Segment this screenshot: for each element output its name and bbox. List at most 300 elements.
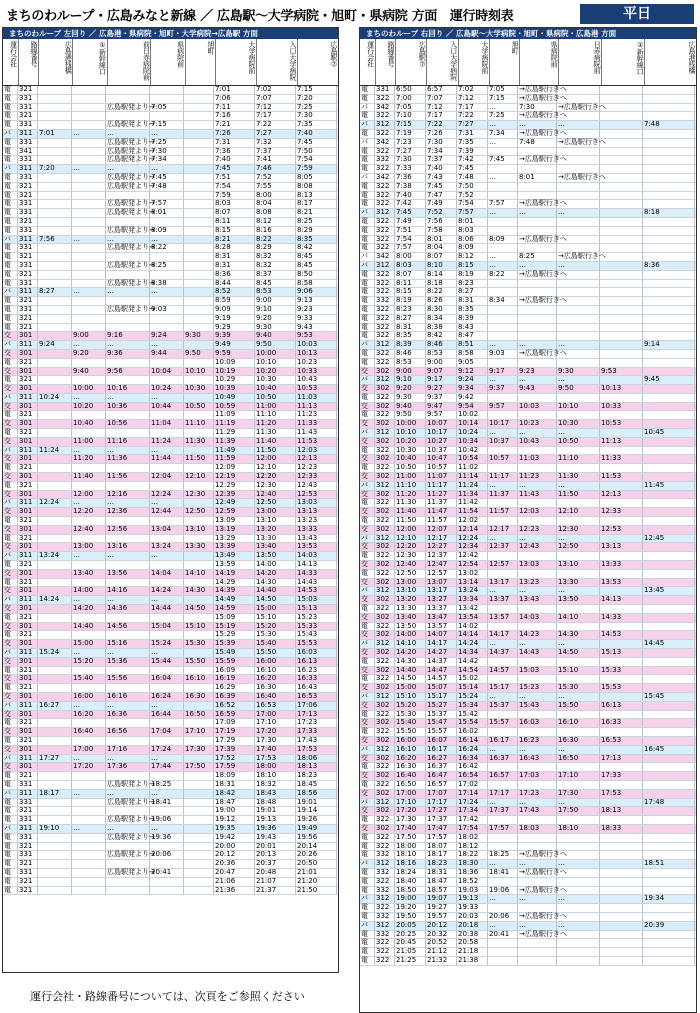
timetable-cell: 15:23 — [296, 614, 337, 622]
timetable-cell — [643, 394, 695, 402]
timetable-cell: 交 — [360, 473, 375, 481]
timetable-cell: … — [557, 121, 600, 129]
timetable-cell: 電 — [3, 535, 18, 543]
timetable-cell: 電 — [360, 288, 375, 296]
timetable-row — [3, 315, 338, 324]
timetable-cell: 7:33 — [395, 165, 426, 173]
timetable-cell: 311 — [18, 341, 38, 349]
timetable-cell — [38, 543, 72, 551]
timetable-cell: 11:07 — [426, 473, 457, 481]
timetable-cell: 交 — [360, 561, 375, 569]
timetable-cell: 10:50 — [395, 464, 426, 472]
timetable-cell: 10:43 — [296, 376, 337, 384]
timetable-cell: 14:57 — [488, 667, 518, 675]
timetable-cell — [488, 781, 518, 789]
timetable-cell: 10:42 — [457, 447, 488, 455]
timetable-cell: 302 — [375, 702, 395, 710]
timetable-cell — [72, 227, 106, 235]
timetable-cell — [184, 174, 214, 182]
timetable-cell: 18:24 — [395, 869, 426, 877]
timetable-cell: … — [106, 288, 150, 296]
timetable-cell: 7:52 — [255, 174, 296, 182]
timetable-cell: 322 — [375, 939, 395, 947]
timetable-cell: 301 — [18, 420, 38, 428]
timetable-cell: 7:37 — [255, 148, 296, 156]
timetable-cell: 10:40 — [72, 420, 106, 428]
timetable-cell: 12:40 — [72, 526, 106, 534]
timetable-cell: 322 — [375, 271, 395, 279]
timetable-cell: 10:37 — [426, 447, 457, 455]
timetable-cell: 13:20 — [255, 526, 296, 534]
timetable-cell — [557, 359, 600, 367]
timetable-cell: 18:03 — [518, 825, 557, 833]
timetable-cell: 交 — [360, 719, 375, 727]
timetable-cell: 322 — [375, 315, 395, 323]
timetable-cell: 322 — [375, 112, 395, 120]
timetable-cell: 9:50 — [557, 385, 600, 393]
timetable-cell: 交 — [360, 526, 375, 534]
timetable-cell — [184, 887, 214, 895]
timetable-cell: 電 — [3, 192, 18, 200]
timetable-cell: 15:30 — [395, 711, 426, 719]
timetable-cell: 301 — [18, 711, 38, 719]
timetable-cell: 広島駅発より→ — [107, 137, 155, 146]
timetable-cell: 15:16 — [106, 640, 150, 648]
timetable-cell: 電 — [360, 843, 375, 851]
timetable-cell: 331 — [18, 244, 38, 252]
timetable-cell: 13:10 — [395, 587, 426, 595]
timetable-cell: 312 — [375, 895, 395, 903]
timetable-cell: 電 — [3, 86, 18, 94]
timetable-cell: 8:44 — [214, 280, 255, 288]
timetable-cell: 16:54 — [457, 772, 488, 780]
timetable-cell — [488, 288, 518, 296]
timetable-cell: 17:13 — [296, 711, 337, 719]
timetable-cell: 302 — [375, 631, 395, 639]
timetable-cell: 21:07 — [255, 878, 296, 886]
timetable-cell: 302 — [375, 596, 395, 604]
timetable-cell: →広島駅行きへ — [558, 102, 606, 111]
timetable-cell: … — [557, 341, 600, 349]
timetable-cell — [518, 711, 557, 719]
timetable-cell: 12:09 — [214, 464, 255, 472]
timetable-cell: 14:33 — [600, 614, 643, 622]
timetable-cell — [150, 271, 184, 279]
timetable-cell — [643, 332, 695, 340]
timetable-cell: 9:30 — [255, 324, 296, 332]
timetable-cell: 電 — [360, 218, 375, 226]
timetable-cell: 広島駅発より→ — [107, 120, 155, 129]
timetable-cell: 17:17 — [488, 790, 518, 798]
timetable-cell — [643, 306, 695, 314]
timetable-cell: 8:18 — [643, 209, 695, 217]
timetable-cell — [600, 517, 643, 525]
timetable-cell — [72, 112, 106, 120]
timetable-cell: 9:10 — [255, 306, 296, 314]
timetable-cell: 20:48 — [255, 869, 296, 877]
timetable-cell — [518, 280, 557, 288]
timetable-cell — [557, 939, 600, 947]
timetable-cell — [600, 359, 643, 367]
timetable-cell: 13:17 — [426, 587, 457, 595]
timetable-cell — [643, 684, 695, 692]
timetable-cell: 電 — [360, 227, 375, 235]
timetable-cell: 16:13 — [296, 658, 337, 666]
timetable-cell — [106, 429, 150, 437]
timetable-cell — [72, 517, 106, 525]
timetable-row — [3, 244, 338, 253]
timetable-cell: 322 — [375, 763, 395, 771]
timetable-cell: 14:56 — [106, 623, 150, 631]
timetable-cell: 321 — [18, 297, 38, 305]
timetable-cell — [643, 403, 695, 411]
timetable-cell: 17:24 — [457, 799, 488, 807]
timetable-cell: 19:20 — [395, 904, 426, 912]
timetable-cell: 17:39 — [214, 746, 255, 754]
timetable-cell: 312 — [375, 746, 395, 754]
timetable-cell: 電 — [3, 579, 18, 587]
timetable-row — [3, 350, 338, 359]
timetable-cell: バ — [360, 922, 375, 930]
timetable-cell: 10:30 — [557, 420, 600, 428]
timetable-cell: 14:03 — [518, 614, 557, 622]
timetable-cell — [557, 887, 600, 895]
timetable-cell: 8:23 — [457, 280, 488, 288]
timetable-cell: 13:30 — [395, 605, 426, 613]
timetable-cell: 312 — [375, 121, 395, 129]
timetable-cell: 17:40 — [395, 825, 426, 833]
timetable-cell: 18:45 — [296, 781, 337, 789]
timetable-cell: 9:53 — [296, 332, 337, 340]
timetable-cell: 7:54 — [457, 200, 488, 208]
timetable-cell: 7:35 — [296, 121, 337, 129]
timetable-cell: 8:46 — [395, 350, 426, 358]
timetable-cell: 交 — [3, 491, 18, 499]
timetable-cell: 7:31 — [214, 139, 255, 147]
timetable-cell: 17:04 — [150, 728, 184, 736]
timetable-cell: 7:37 — [426, 156, 457, 164]
timetable-row — [3, 288, 338, 297]
timetable-cell: 7:05 — [488, 86, 518, 94]
timetable-cell — [184, 719, 214, 727]
timetable-cell: 18:51 — [643, 860, 695, 868]
timetable-cell: 16:39 — [214, 693, 255, 701]
timetable-cell — [38, 420, 72, 428]
timetable-cell: … — [150, 702, 184, 710]
timetable-cell — [184, 579, 214, 587]
timetable-cell: 18:00 — [395, 843, 426, 851]
timetable-cell: 15:13 — [600, 649, 643, 657]
timetable-cell: 301 — [18, 640, 38, 648]
timetable-cell — [150, 429, 184, 437]
timetable-cell: 8:03 — [214, 200, 255, 208]
timetable-cell: 13:40 — [395, 614, 426, 622]
timetable-cell — [38, 368, 72, 376]
timetable-cell: 7:45 — [296, 139, 337, 147]
timetable-cell: 7:12 — [426, 104, 457, 112]
timetable-cell: バ — [360, 746, 375, 754]
timetable-cell — [150, 376, 184, 384]
timetable-cell: 交 — [3, 675, 18, 683]
timetable-cell: 301 — [18, 526, 38, 534]
timetable-cell — [643, 499, 695, 507]
timetable-cell: 7:27 — [395, 148, 426, 156]
timetable-cell: →広島駅行きへ — [519, 155, 567, 164]
timetable-cell: 7:25 — [488, 112, 518, 120]
timetable-cell: 332 — [375, 156, 395, 164]
timetable-cell: 8:18 — [426, 280, 457, 288]
timetable-cell: 8:08 — [255, 209, 296, 217]
timetable-cell — [184, 165, 214, 173]
timetable-cell: 8:09 — [488, 236, 518, 244]
timetable-cell — [643, 183, 695, 191]
timetable-cell: … — [518, 209, 557, 217]
timetable-cell: 17:30 — [557, 790, 600, 798]
timetable-cell: 16:40 — [72, 728, 106, 736]
timetable-cell: 9:09 — [214, 306, 255, 314]
timetable-cell — [72, 244, 106, 252]
timetable-cell: 302 — [375, 491, 395, 499]
timetable-cell: 321 — [18, 631, 38, 639]
timetable-cell: 8:38 — [150, 280, 184, 288]
timetable-cell: 15:50 — [395, 728, 426, 736]
timetable-cell: 10:27 — [426, 438, 457, 446]
timetable-cell: 7:22 — [426, 121, 457, 129]
timetable-cell — [150, 253, 184, 261]
timetable-cell: 10:24 — [150, 385, 184, 393]
timetable-cell: 8:12 — [457, 253, 488, 261]
timetable-cell: 301 — [18, 403, 38, 411]
timetable-cell: 19:42 — [214, 834, 255, 842]
timetable-cell: 9:50 — [395, 411, 426, 419]
timetable-cell — [600, 174, 643, 182]
timetable-cell — [184, 684, 214, 692]
timetable-cell: 311 — [18, 288, 38, 296]
timetable-cell — [150, 535, 184, 543]
timetable-cell: 331 — [18, 781, 38, 789]
timetable-cell — [184, 104, 214, 112]
timetable-cell: 13:23 — [296, 517, 337, 525]
timetable-cell — [38, 324, 72, 332]
timetable-cell — [184, 825, 214, 833]
timetable-cell: 7:27 — [255, 130, 296, 138]
timetable-cell: 18:10 — [557, 825, 600, 833]
timetable-cell: 12:49 — [214, 499, 255, 507]
timetable-cell: 8:52 — [214, 288, 255, 296]
timetable-cell: 13:40 — [255, 543, 296, 551]
timetable-cell: 12:44 — [150, 508, 184, 516]
timetable-cell: … — [518, 429, 557, 437]
timetable-cell: 7:49 — [395, 218, 426, 226]
timetable-cell — [600, 376, 643, 384]
timetable-cell: 16:33 — [600, 719, 643, 727]
timetable-cell: 15:33 — [296, 623, 337, 631]
timetable-cell: 10:33 — [600, 403, 643, 411]
timetable-cell: 312 — [375, 376, 395, 384]
timetable-cell: 18:17 — [426, 851, 457, 859]
timetable-cell: 13:13 — [600, 543, 643, 551]
timetable-cell — [643, 737, 695, 745]
timetable-cell — [38, 631, 72, 639]
timetable-cell — [600, 711, 643, 719]
timetable-cell: 14:30 — [557, 631, 600, 639]
timetable-cell: 15:30 — [255, 631, 296, 639]
timetable-cell: 331 — [18, 306, 38, 314]
timetable-cell: … — [557, 746, 600, 754]
timetable-cell: 10:03 — [296, 341, 337, 349]
timetable-cell: 331 — [18, 816, 38, 824]
timetable-cell — [488, 447, 518, 455]
timetable-cell: … — [518, 121, 557, 129]
timetable-cell: 14:02 — [457, 623, 488, 631]
timetable-cell: 13:43 — [518, 596, 557, 604]
timetable-cell: 321 — [18, 561, 38, 569]
timetable-cell: 7:19 — [395, 130, 426, 138]
timetable-cell: 17:48 — [643, 799, 695, 807]
timetable-cell: 12:14 — [457, 526, 488, 534]
timetable-cell: 8:53 — [426, 350, 457, 358]
timetable-cell: 電 — [360, 130, 375, 138]
timetable-cell: 電 — [360, 95, 375, 103]
timetable-cell: 電 — [3, 843, 18, 851]
timetable-cell — [184, 816, 214, 824]
timetable-cell: 14:10 — [184, 570, 214, 578]
timetable-cell — [643, 543, 695, 551]
timetable-cell: バ — [360, 121, 375, 129]
timetable-row — [3, 799, 338, 808]
timetable-cell — [643, 579, 695, 587]
timetable-cell: 13:10 — [184, 526, 214, 534]
timetable-cell: 301 — [18, 658, 38, 666]
timetable-cell: 321 — [18, 517, 38, 525]
timetable-cell: →広島駅行きへ — [519, 269, 567, 278]
timetable-cell: 17:16 — [106, 746, 150, 754]
timetable-cell: 7:23 — [395, 139, 426, 147]
timetable-cell — [72, 200, 106, 208]
timetable-cell — [557, 315, 600, 323]
timetable-cell: 6:57 — [426, 86, 457, 94]
timetable-cell — [557, 552, 600, 560]
timetable-cell: … — [488, 895, 518, 903]
timetable-cell: 交 — [360, 596, 375, 604]
right-column-header: 運行会社 — [360, 39, 376, 85]
timetable-cell: 341 — [18, 148, 38, 156]
timetable-cell — [643, 614, 695, 622]
timetable-cell: 12:20 — [395, 543, 426, 551]
timetable-cell — [600, 148, 643, 156]
timetable-cell — [150, 411, 184, 419]
timetable-cell: 13:30 — [557, 579, 600, 587]
timetable-cell: 10:40 — [395, 455, 426, 463]
timetable-cell: 10:24 — [457, 429, 488, 437]
timetable-cell — [150, 112, 184, 120]
timetable-cell: 10:00 — [72, 385, 106, 393]
timetable-cell: 311 — [18, 790, 38, 798]
timetable-cell: 12:47 — [426, 561, 457, 569]
timetable-cell — [557, 350, 600, 358]
timetable-cell: 9:33 — [296, 315, 337, 323]
timetable-cell — [518, 781, 557, 789]
timetable-cell — [518, 623, 557, 631]
timetable-cell: 322 — [375, 957, 395, 965]
timetable-cell: →広島駅行きへ — [519, 296, 567, 305]
timetable-cell: 8:28 — [214, 244, 255, 252]
timetable-cell — [72, 851, 106, 859]
timetable-cell — [184, 244, 214, 252]
timetable-cell: 8:01 — [457, 218, 488, 226]
timetable-cell — [518, 904, 557, 912]
timetable-cell — [600, 948, 643, 956]
timetable-cell: 11:44 — [150, 455, 184, 463]
timetable-cell: 8:39 — [395, 341, 426, 349]
timetable-cell: 電 — [3, 464, 18, 472]
timetable-cell: 332 — [375, 297, 395, 305]
timetable-cell: 11:20 — [395, 491, 426, 499]
timetable-cell — [643, 192, 695, 200]
timetable-cell: 18:12 — [457, 843, 488, 851]
timetable-cell: 14:40 — [395, 667, 426, 675]
timetable-cell: バ — [3, 790, 18, 798]
timetable-cell — [38, 306, 72, 314]
timetable-cell — [38, 148, 72, 156]
timetable-cell: 14:59 — [214, 605, 255, 613]
timetable-cell: 交 — [360, 491, 375, 499]
timetable-cell: 301 — [18, 728, 38, 736]
timetable-cell: 電 — [3, 227, 18, 235]
timetable-row — [3, 218, 338, 227]
timetable-cell: 15:20 — [395, 702, 426, 710]
timetable-cell: 15:30 — [557, 684, 600, 692]
timetable-cell — [600, 244, 643, 252]
timetable-cell: 7:57 — [395, 244, 426, 252]
timetable-cell: 17:10 — [557, 772, 600, 780]
timetable-cell — [184, 280, 214, 288]
timetable-cell: … — [518, 693, 557, 701]
timetable-cell: 302 — [375, 719, 395, 727]
timetable-cell: 8:01 — [518, 174, 557, 182]
timetable-cell: 7:52 — [457, 192, 488, 200]
timetable-cell: 331 — [18, 200, 38, 208]
timetable-cell — [643, 491, 695, 499]
timetable-cell: 電 — [3, 878, 18, 886]
timetable-cell — [150, 517, 184, 525]
timetable-cell: 交 — [360, 772, 375, 780]
timetable-cell — [557, 570, 600, 578]
timetable-cell: 11:24 — [457, 482, 488, 490]
timetable-cell: 19:10 — [38, 825, 72, 833]
timetable-cell — [38, 482, 72, 490]
timetable-cell — [72, 253, 106, 261]
timetable-cell: 331 — [18, 280, 38, 288]
timetable-cell: 8:22 — [255, 236, 296, 244]
timetable-row — [3, 324, 338, 333]
timetable-cell: 16:30 — [557, 737, 600, 745]
timetable-cell: 7:45 — [214, 165, 255, 173]
timetable-cell — [643, 473, 695, 481]
timetable-cell — [557, 499, 600, 507]
timetable-cell — [600, 939, 643, 947]
timetable-cell: 11:45 — [643, 482, 695, 490]
timetable-cell: 321 — [18, 667, 38, 675]
timetable-cell: 321 — [18, 429, 38, 437]
timetable-cell: 11:20 — [72, 455, 106, 463]
right-timetable — [359, 27, 697, 1013]
timetable-cell — [643, 658, 695, 666]
timetable-cell — [557, 394, 600, 402]
timetable-cell: … — [518, 535, 557, 543]
timetable-cell: バ — [3, 596, 18, 604]
timetable-cell — [557, 324, 600, 332]
